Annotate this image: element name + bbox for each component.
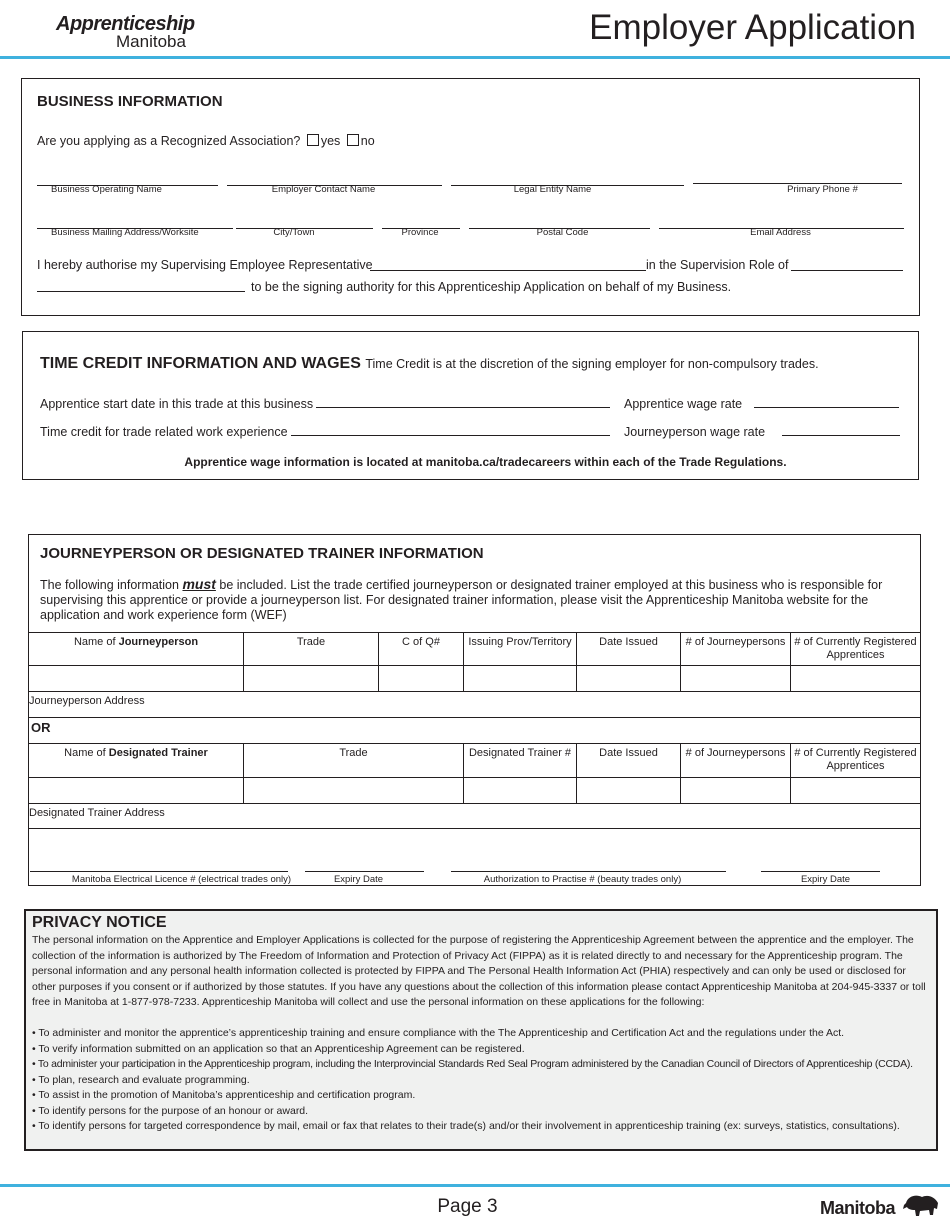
- col-name-journeyperson: [28, 632, 244, 666]
- province-label: Province: [401, 227, 439, 238]
- footer-brand: Manitoba: [820, 1198, 895, 1218]
- time-credit-exp-field[interactable]: [291, 435, 610, 436]
- dt-col-trade: Trade: [243, 743, 464, 778]
- expiry1-field[interactable]: [305, 871, 424, 872]
- dt-col-number: Designated Trainer #: [463, 743, 577, 778]
- privacy-bullet: • To assist in the promotion of Manitoba’s apprenticeship and certification program.: [32, 1089, 416, 1101]
- time-credit-exp-label: Time credit for trade related work experience: [40, 425, 288, 439]
- supervision-role-field[interactable]: [791, 270, 903, 271]
- representative-field[interactable]: [370, 270, 646, 271]
- licence-label: Manitoba Electrical Licence # (electrical trades only): [71, 874, 292, 885]
- primary-phone-label: Primary Phone #: [787, 184, 858, 195]
- page-title: Employer Application: [589, 8, 916, 47]
- apprentice-wage-label: Apprentice wage rate: [624, 397, 743, 411]
- privacy-bullet: • To identify persons for the purpose of an honour or award.: [32, 1104, 309, 1117]
- start-date-field[interactable]: [316, 407, 610, 408]
- start-date-label: Apprentice start date in this trade at this business: [40, 397, 314, 411]
- privacy-paragraph: The personal information on the Apprentice and Employer Applications is collected for the purpose of registering the Apprenticeship Agreement between the apprentice and the employer. The collection of the information is authorized by The Freedom of Information and Protection of Privacy Act (FIPPA) as it is related directly to and necessary for the Apprenticeship program. The personal information and any personal health information collected is protected by FIPPA and The Personal Health Information Act (PHIA) respectively and can only be used or disclosed for other purposes if you consent or if authorized by those statutes. If you have any questions about the collection of this information please contact Apprenticeship Manitoba at 204-945-3337 or toll free in Manitoba at 1-877-978-7233. Apprenticeship Manitoba will collect and use the personal information on these applications for the following:: [32, 934, 926, 1008]
- business-heading: BUSINESS INFORMATION: [37, 93, 223, 110]
- expiry2-field[interactable]: [761, 871, 880, 872]
- logo-line2: Manitoba: [116, 32, 186, 51]
- no-checkbox[interactable]: [347, 134, 359, 146]
- dt-address-label: Designated Trainer Address: [29, 807, 165, 819]
- col-journeypersons: # of Journeypersons: [680, 632, 791, 666]
- dt-registered-cell[interactable]: [790, 777, 921, 804]
- dt-name-bold: Designated Trainer: [108, 747, 208, 759]
- postal-code-label: Postal Code: [536, 227, 589, 238]
- jp-date-cell[interactable]: [576, 665, 681, 692]
- authorization-label: Authorization to Practise # (beauty trades only): [483, 874, 682, 885]
- dt-col-date: Date Issued: [576, 743, 681, 778]
- jp-journeypersons-cell[interactable]: [680, 665, 791, 692]
- jp-trade-cell[interactable]: [243, 665, 379, 692]
- or-row: [28, 717, 921, 744]
- authorization-field[interactable]: [451, 871, 726, 872]
- dt-address-cell[interactable]: [28, 803, 921, 829]
- intro-part2: be included. List the trade certified journeyperson or designated trainer employed at this business who is responsible for supervising this apprentice or provide a journeyperson list. For designated trainer information, please visit the Apprenticeship Manitoba website for the application and work experience form (WEF): [40, 578, 883, 622]
- legal-entity-name-label: Legal Entity Name: [513, 184, 592, 195]
- authorise-suffix: to be the signing authority for this Apprenticeship Application on behalf of my Business.: [251, 280, 732, 294]
- email-label: Email Address: [750, 227, 811, 238]
- dt-number-cell[interactable]: [463, 777, 577, 804]
- time-credit-heading-row: [40, 355, 819, 373]
- col-name-bold: Journeyperson: [118, 636, 199, 648]
- journeyperson-wage-field[interactable]: [782, 435, 900, 436]
- jp-registered-cell[interactable]: [790, 665, 921, 692]
- bison-icon: [902, 1193, 940, 1221]
- association-question: Are you applying as a Recognized Association?: [37, 134, 301, 148]
- time-credit-subheading: Time Credit is at the discretion of the signing employer for non-compulsory trades.: [365, 357, 819, 371]
- col-trade: Trade: [243, 632, 379, 666]
- dt-trade-cell[interactable]: [243, 777, 464, 804]
- expiry1-label: Expiry Date: [333, 874, 384, 885]
- jp-issuing-cell[interactable]: [463, 665, 577, 692]
- dt-name-prefix: Name of: [64, 747, 106, 759]
- apprenticeship-logo: [56, 12, 206, 52]
- time-credit-heading: TIME CREDIT INFORMATION AND WAGES: [40, 355, 361, 372]
- col-name-prefix: Name of: [73, 636, 116, 648]
- yes-label: yes: [320, 134, 341, 148]
- jp-name-cell[interactable]: [28, 665, 244, 692]
- journeyperson-heading: JOURNEYPERSON OR DESIGNATED TRAINER INFORMATION: [40, 545, 484, 562]
- employer-contact-name-label: Employer Contact Name: [271, 184, 376, 195]
- or-label: OR: [31, 720, 51, 735]
- yes-checkbox[interactable]: [307, 134, 319, 146]
- dt-name-cell[interactable]: [28, 777, 244, 804]
- col-registered: # of Currently Registered Apprentices: [790, 632, 921, 666]
- journeyperson-wage-label: Journeyperson wage rate: [624, 425, 766, 439]
- col-issuing: Issuing Prov/Territory: [463, 632, 577, 666]
- col-date-issued: Date Issued: [576, 632, 681, 666]
- signing-authority-field[interactable]: [37, 291, 245, 292]
- logo-line1: Apprenticeship: [56, 13, 195, 35]
- jp-address-label: Journeyperson Address: [29, 695, 145, 707]
- no-label: no: [360, 134, 375, 148]
- intro-must: must: [182, 576, 216, 592]
- city-label: City/Town: [273, 227, 315, 238]
- privacy-bullets: [32, 1026, 932, 1135]
- jp-cofq-cell[interactable]: [378, 665, 464, 692]
- licence-field[interactable]: [30, 871, 288, 872]
- expiry2-label: Expiry Date: [800, 874, 851, 885]
- col-cofq: C of Q#: [378, 632, 464, 666]
- privacy-bullet: • To administer and monitor the apprentice’s apprenticeship training and ensure compliance with the The Apprenticeship and Certification Act and the regulations under the Act.: [32, 1027, 845, 1039]
- association-question-row: [37, 134, 375, 148]
- business-operating-name-label: Business Operating Name: [51, 184, 162, 195]
- privacy-bullet: • To plan, research and evaluate programming.: [32, 1073, 250, 1086]
- header-divider: [0, 56, 950, 59]
- wage-info-note: Apprentice wage information is located at manitoba.ca/tradecareers within each of the Trade Regulations.: [184, 455, 787, 469]
- footer-divider: [0, 1184, 950, 1187]
- manitoba-footer-logo: [820, 1193, 940, 1223]
- privacy-bullet: • To administer your participation in the Apprenticeship program, including the Interprovincial Standards Red Seal Program administered by the Canadian Council of Directors of Apprenticeship (CCDA).: [32, 1058, 913, 1070]
- privacy-bullet: • To identify persons for targeted correspondence by mail, email or fax that relates to their trade(s) and/or their involvement in apprenticeship training (ex: surveys, statistics, consultations).: [32, 1120, 900, 1132]
- authorise-role: in the Supervision Role of: [646, 258, 789, 272]
- dt-col-registered: # of Currently Registered Apprentices: [790, 743, 921, 778]
- apprentice-wage-field[interactable]: [754, 407, 899, 408]
- journeyperson-intro: [40, 577, 915, 623]
- page-number: Page 3: [437, 1196, 498, 1217]
- dt-col-journeypersons: # of Journeypersons: [680, 743, 791, 778]
- mailing-address-label: Business Mailing Address/Worksite: [51, 227, 199, 238]
- authorise-prefix: I hereby authorise my Supervising Employee Representative: [37, 258, 373, 272]
- privacy-bullet: • To verify information submitted on an application so that an Apprenticeship Agreement can be registered.: [32, 1042, 525, 1055]
- jp-address-cell[interactable]: [28, 691, 921, 718]
- dt-date-cell[interactable]: [576, 777, 681, 804]
- col-name-designated-trainer: [28, 743, 244, 778]
- intro-part1: The following information: [40, 578, 179, 592]
- privacy-heading: PRIVACY NOTICE: [32, 914, 167, 931]
- dt-journeypersons-cell[interactable]: [680, 777, 791, 804]
